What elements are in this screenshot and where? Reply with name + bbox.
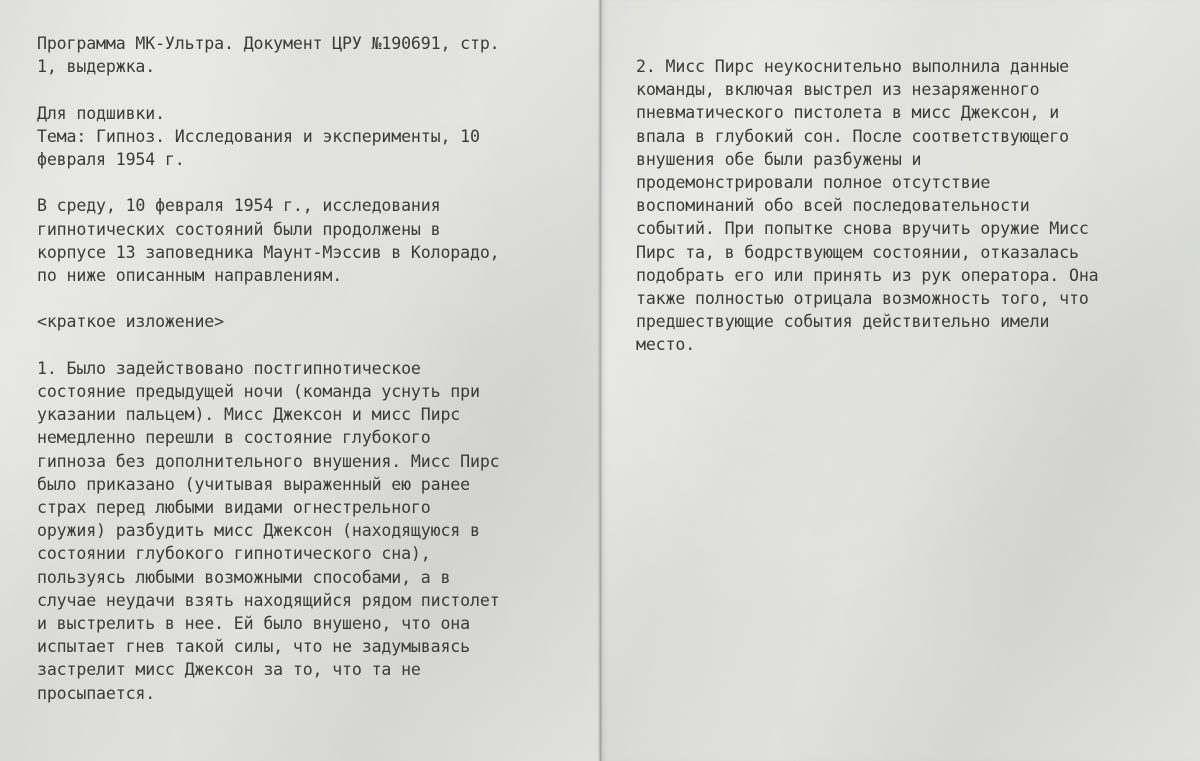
left-page-text: Программа МК-Ультра. Документ ЦРУ №190691, стр. 1, выдержка. Для подшивки. Тема: Гипноз. Исследования и эксперименты, 10 февраля 1954 г. В среду, 10 февраля 1954 г., исследования гипнотических состояний были продолжены в корпусе 13 заповедника Маунт-Мэссив в Колорадо, по ниже описанным направлениям. <краткое изложение> 1. Было задействовано постгипнотическое состояние предыдущей ночи (команда уснуть при указании пальцем). Мисс Джексон и мисс Пирс немедленно перешли в состояние глубокого гипноза без дополнительного внушения. Мисс Пирс было приказано (учитывая выраженный ею ранее страх перед любыми видами огнестрельного оружия) разбудить мисс Джексон (находящуюся в состоянии глубокого гипнотического сна), пользуясь любыми возможными способами, а в случае неудачи взять находящийся рядом пистолет и выстрелить в нее. Ей было внушено, что она испытает гнев такой силы, что не задумываясь застрелит мисс Джексон за то, что та не просыпается. bbox=[37, 34, 500, 703]
right-page bbox=[600, 0, 1200, 761]
right-page-text: 2. Мисс Пирс неукоснительно выполнила данные команды, включая выстрел из незаряженного пневматического пистолета в мисс Джексон, и впала в глубокий сон. После соответствующего внушения обе были разбужены и продемонстрировали полное отсутствие воспоминаний обо всей последовательности событий. При попытке снова вручить оружие Мисс Пирс та, в бодрствующем состоянии, отказалась подобрать его или принять из рук оператора. Она также полностью отрицала возможность того, что предшествующие события действительно имели место. bbox=[636, 57, 1099, 355]
page-fold-divider bbox=[598, 0, 602, 761]
